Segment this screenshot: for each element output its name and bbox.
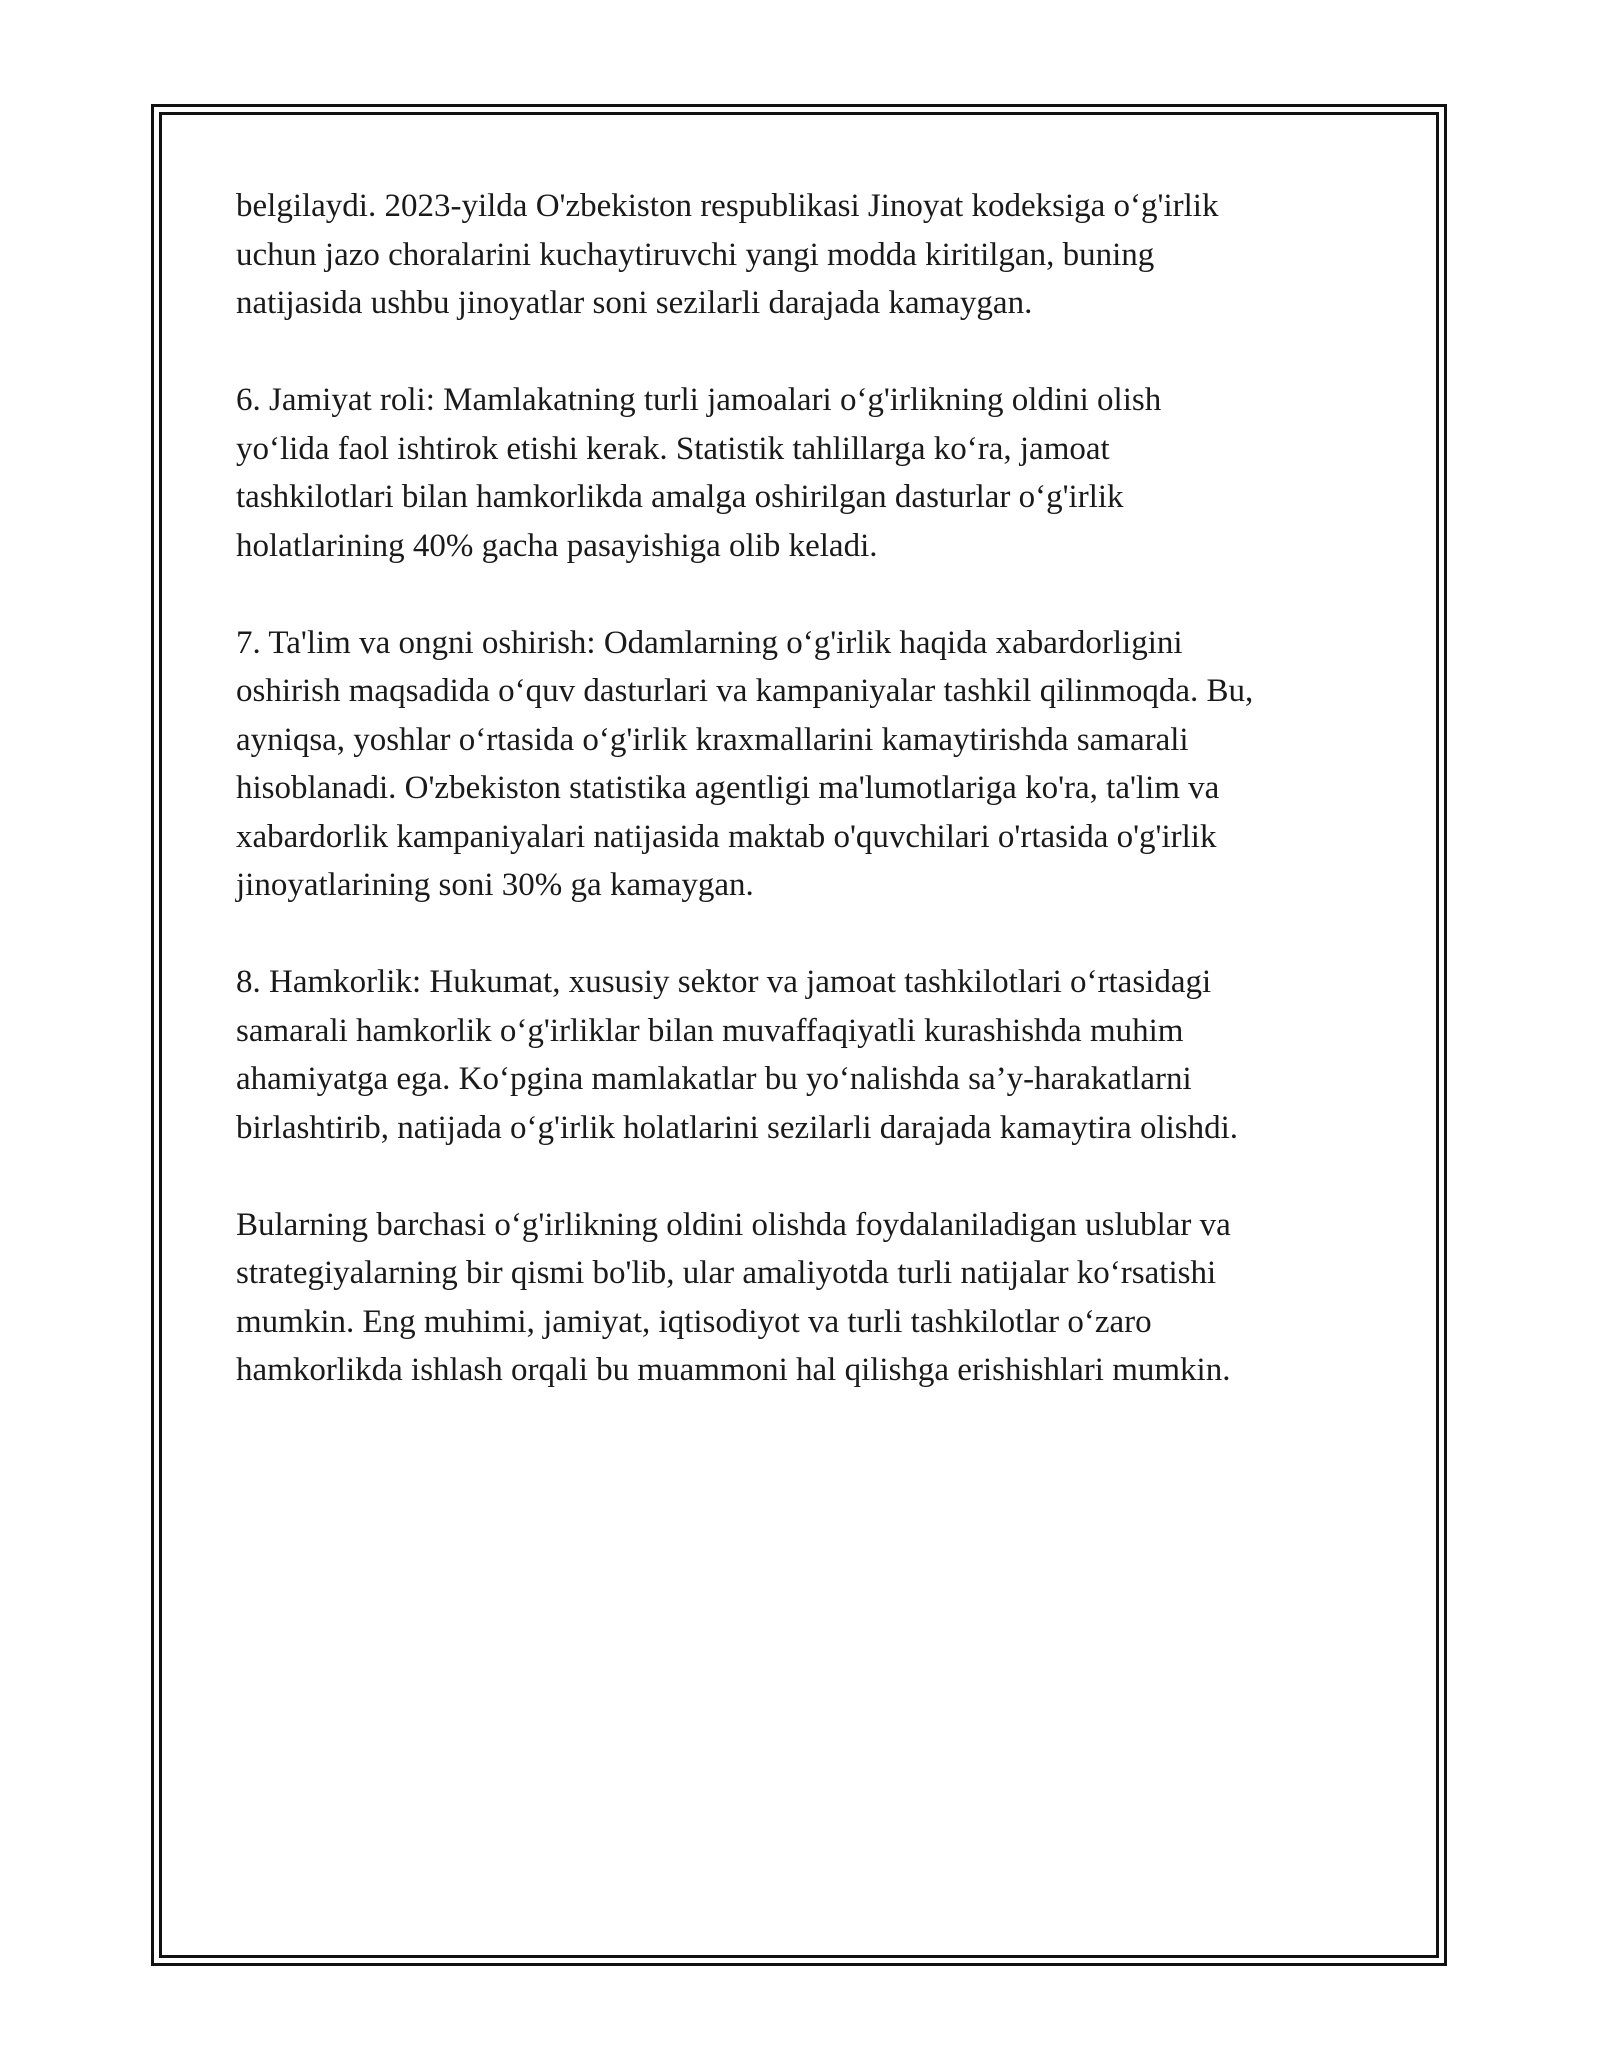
paragraph-conclusion: Bularning barchasi o‘g'irlikning oldini olishda foydalaniladigan uslublar va strategiyalarning bir qismi bo'lib, ular amaliyotda turli natijalar ko‘rsatishi mumkin. Eng muhimi, jamiyat, iqtisodiyot va turli tashkilotlar o‘zaro hamkorlikda ishlash orqali bu muammoni hal qilishga erishishlari mumkin. [236,1206,1231,1388]
paragraph-continuation: belgilaydi. 2023-yilda O'zbekiston respublikasi Jinoyat kodeksiga o‘g'irlik uchun jazo choralarini kuchaytiruvchi yangi modda kiritilgan, buning natijasida ushbu jinoyatlar soni sezilarli darajada kamaygan. [236,188,1219,321]
paragraph-talim-va-ongni-oshirish: 7. Ta'lim va ongni oshirish: Odamlarning o‘g'irlik haqida xabardorligini oshirish maqsadida o‘quv dasturlari va kampaniyalar tashkil qilinmoqda. Bu, ayniqsa, yoshlar o‘rtasida o‘g'irlik kraxmallarini kamaytirishda samarali hisoblanadi. O'zbekiston statistika agentligi ma'lumotlariga ko'ra, ta'lim va xabardorlik kampaniyalari natijasida maktab o'quvchilari o'rtasida o'g'irlik jinoyatlarining soni 30% ga kamaygan. [236,624,1254,903]
paragraph-jamiyat-roli: 6. Jamiyat roli: Mamlakatning turli jamoalari o‘g'irlikning oldini olish yo‘lida faol ishtirok etishi kerak. Statistik tahlillarga ko‘ra, jamoat tashkilotlari bilan hamkorlikda amalga oshirilgan dasturlar o‘g'irlik holatlarining 40% gacha pasayishiga olib keladi. [236,382,1162,564]
paragraph-hamkorlik: 8. Hamkorlik: Hukumat, xususiy sektor va jamoat tashkilotlari o‘rtasidagi samarali hamkorlik o‘g'irliklar bilan muvaffaqiyatli kurashishda muhim ahamiyatga ega. Ko‘pgina mamlakatlar bu yo‘nalishda sa’y-harakatlarni birlashtirib, natijada o‘g'irlik holatlarini sezilarli darajada kamaytira olishdi. [236,964,1239,1146]
document-body [236,182,1376,1395]
